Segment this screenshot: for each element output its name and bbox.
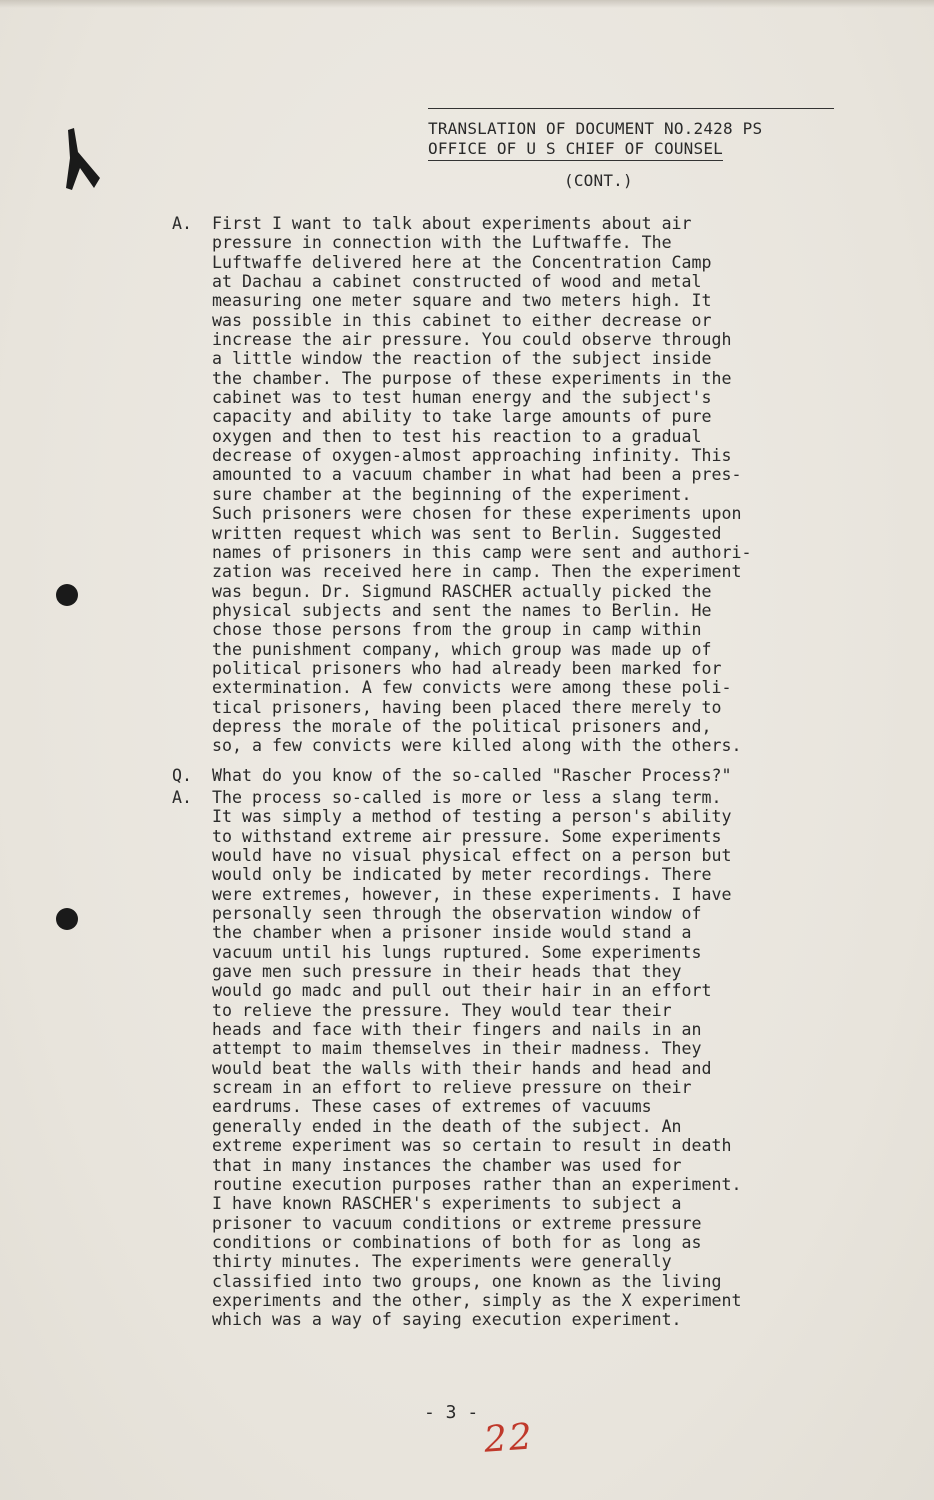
text-line: extermination. A few convicts were among these poli- <box>212 678 732 698</box>
text-line: zation was received here in camp. Then the experiment <box>212 562 742 582</box>
punch-hole-icon <box>56 584 78 606</box>
text-line: extreme experiment was so certain to result in death <box>212 1136 732 1156</box>
text-line: cabinet was to test human energy and the subject's <box>212 388 712 408</box>
text-line: The process so-called is more or less a slang term. <box>212 787 722 807</box>
document-body <box>172 214 862 1330</box>
text-line: depress the morale of the political prisoners and, <box>212 716 712 736</box>
text-line: oxygen and then to test his reaction to a gradual <box>212 426 702 446</box>
text-line: personally seen through the observation window of <box>212 904 702 924</box>
text-line: capacity and ability to take large amounts of pure <box>212 407 712 427</box>
text-line: routine execution purposes rather than an experiment. <box>212 1174 742 1194</box>
text-line: measuring one meter square and two meters high. It <box>212 291 712 311</box>
page-top-edge <box>0 0 934 8</box>
header-rule <box>428 108 834 109</box>
text-line: were extremes, however, in these experiments. I have <box>212 884 732 904</box>
text-line: First I want to talk about experiments about air <box>212 214 692 233</box>
text-line: would beat the walls with their hands and head and <box>212 1058 712 1078</box>
text-line: would have no visual physical effect on a person but <box>212 846 732 865</box>
text-line: names of prisoners in this camp were sent and authori- <box>212 542 752 562</box>
header-office: OFFICE OF U S CHIEF OF COUNSEL <box>428 139 723 161</box>
text-line: chose those persons from the group in camp within <box>212 620 702 640</box>
header-title: TRANSLATION OF DOCUMENT NO.2428 PS <box>428 119 763 138</box>
text-line: Luftwaffe delivered here at the Concentration Camp <box>212 252 712 272</box>
clip-mark-icon <box>60 128 106 192</box>
text-line: that in many instances the chamber was used for <box>212 1155 682 1175</box>
answer-paragraph <box>172 788 862 1330</box>
text-line: decrease of oxygen-almost approaching infinity. This <box>212 446 732 466</box>
text-line: gave men such pressure in their heads that they <box>212 962 682 982</box>
text-line: would go madc and pull out their hair in an effort <box>212 981 712 1001</box>
text-line: a little window the reaction of the subject inside <box>212 349 712 369</box>
punch-hole-icon <box>56 908 78 930</box>
text-line: thirty minutes. The experiments were generally <box>212 1252 672 1272</box>
text-line: prisoner to vacuum conditions or extreme pressure <box>212 1213 702 1233</box>
text-line: to relieve the pressure. They would tear their <box>212 1000 672 1020</box>
text-line: political prisoners who had already been marked for <box>212 658 722 678</box>
paragraph-content <box>212 214 862 756</box>
text-line: I have known RASCHER's experiments to subject a <box>212 1194 682 1214</box>
text-line: to withstand extreme air pressure. Some experiments <box>212 826 722 846</box>
text-line: would only be indicated by meter recordings. There <box>212 865 712 885</box>
text-line: eardrums. These cases of extremes of vacuums <box>212 1097 652 1117</box>
text-line: vacuum until his lungs ruptured. Some experiments <box>212 942 702 962</box>
text-line: which was a way of saying execution experiment. <box>212 1310 682 1330</box>
text-line: attempt to maim themselves in their madness. They <box>212 1039 702 1059</box>
text-line: physical subjects and sent the names to Berlin. He <box>212 600 712 620</box>
text-line: It was simply a method of testing a person's ability <box>212 807 732 827</box>
text-line: pressure in connection with the Luftwaffe. The <box>212 233 672 253</box>
paragraph-label: A. <box>172 787 192 807</box>
text-line: generally ended in the death of the subject. An <box>212 1116 682 1136</box>
text-line: the punishment company, which group was made up of <box>212 639 712 659</box>
paragraph-content <box>212 766 862 785</box>
paragraph-label: A. <box>172 214 192 233</box>
text-line: increase the air pressure. You could observe through <box>212 330 732 350</box>
text-line: classified into two groups, one known as the living <box>212 1271 722 1291</box>
text-line: was begun. Dr. Sigmund RASCHER actually picked the <box>212 581 712 601</box>
question-paragraph <box>172 766 862 785</box>
text-line: heads and face with their fingers and nails in an <box>212 1020 702 1040</box>
text-line: scream in an effort to relieve pressure on their <box>212 1078 692 1098</box>
text-line: so, a few convicts were killed along with the others. <box>212 736 742 756</box>
page-number: - 3 - <box>424 1402 479 1423</box>
text-line: experiments and the other, simply as the X experiment <box>212 1290 742 1310</box>
paragraph-content <box>212 788 862 1330</box>
text-line: was possible in this cabinet to either decrease or <box>212 310 712 330</box>
text-line: written request which was sent to Berlin. Suggested <box>212 523 722 543</box>
answer-paragraph <box>172 214 862 756</box>
paragraph-label: Q. <box>172 765 192 785</box>
document-header <box>428 108 838 191</box>
text-line: amounted to a vacuum chamber in what had been a pres- <box>212 465 742 485</box>
handwritten-page-number: 22 <box>482 1416 536 1461</box>
text-line: Such prisoners were chosen for these experiments upon <box>212 504 742 524</box>
text-line: tical prisoners, having been placed there merely to <box>212 697 722 717</box>
text-line: the chamber when a prisoner inside would stand a <box>212 923 692 943</box>
text-line: What do you know of the so-called "Rascher Process?" <box>212 765 732 785</box>
text-line: sure chamber at the beginning of the experiment. <box>212 484 692 504</box>
text-line: at Dachau a cabinet constructed of wood and metal <box>212 272 702 292</box>
text-line: conditions or combinations of both for as long as <box>212 1232 702 1252</box>
header-continued: (CONT.) <box>564 171 633 190</box>
text-line: the chamber. The purpose of these experiments in the <box>212 368 732 388</box>
